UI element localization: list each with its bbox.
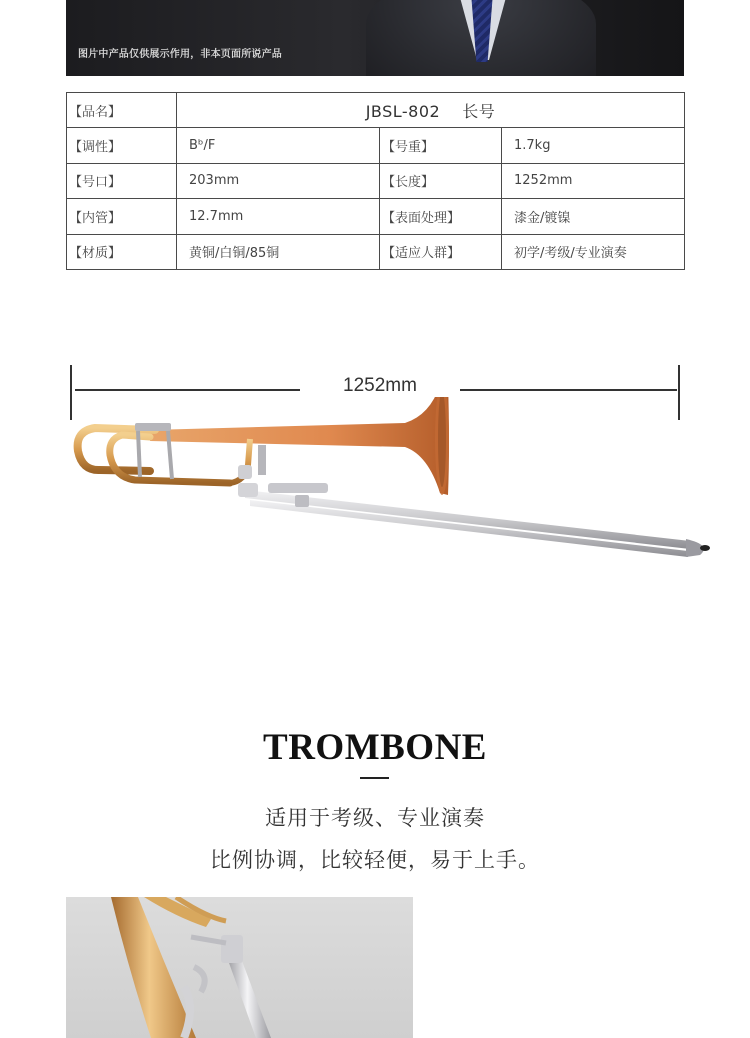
spec-value: 初学/考级/专业演奏 bbox=[502, 234, 685, 269]
spec-value: 1.7kg bbox=[502, 128, 685, 163]
spec-value: 1252mm bbox=[502, 163, 685, 198]
spec-label: 【适应人群】 bbox=[380, 234, 502, 269]
banner-disclaimer: 图片中产品仅供展示作用，非本页面所说产品 bbox=[78, 49, 282, 60]
spec-label: 【表面处理】 bbox=[380, 199, 502, 234]
trombone-detail-image bbox=[66, 897, 413, 1038]
trombone-illustration bbox=[0, 355, 750, 575]
product-name-label: 【品名】 bbox=[67, 93, 177, 128]
table-row bbox=[67, 234, 685, 269]
spec-value: 漆金/镀镍 bbox=[502, 199, 685, 234]
table-row bbox=[67, 128, 685, 163]
bell-section bbox=[150, 383, 449, 495]
section-title: TROMBONE bbox=[263, 727, 487, 768]
product-name-value: JBSL-802 长号 bbox=[177, 93, 685, 128]
tagline-line-2: 比例协调，比较轻便，易于上手。 bbox=[210, 848, 540, 872]
length-label: 1252mm bbox=[300, 375, 460, 397]
spec-table bbox=[66, 92, 685, 270]
tagline-line-1: 适用于考级、专业演奏 bbox=[265, 806, 485, 830]
spec-value: Bᵇ/F bbox=[177, 128, 380, 163]
slide-upper bbox=[245, 490, 690, 549]
spec-value: 12.7mm bbox=[177, 199, 380, 234]
spec-label: 【调性】 bbox=[67, 128, 177, 163]
hero-banner bbox=[66, 0, 684, 76]
spec-value: 黄铜/白铜/85铜 bbox=[177, 234, 380, 269]
title-divider bbox=[360, 777, 389, 779]
table-row bbox=[67, 163, 685, 198]
table-row bbox=[67, 93, 685, 128]
spec-label: 【号重】 bbox=[380, 128, 502, 163]
spec-label: 【号口】 bbox=[67, 163, 177, 198]
spec-label: 【内管】 bbox=[67, 199, 177, 234]
slide-lower bbox=[250, 500, 688, 557]
detail-photo bbox=[66, 897, 413, 1038]
spec-label: 【长度】 bbox=[380, 163, 502, 198]
spec-value: 203mm bbox=[177, 163, 380, 198]
spec-label: 【材质】 bbox=[67, 234, 177, 269]
table-row bbox=[67, 199, 685, 234]
